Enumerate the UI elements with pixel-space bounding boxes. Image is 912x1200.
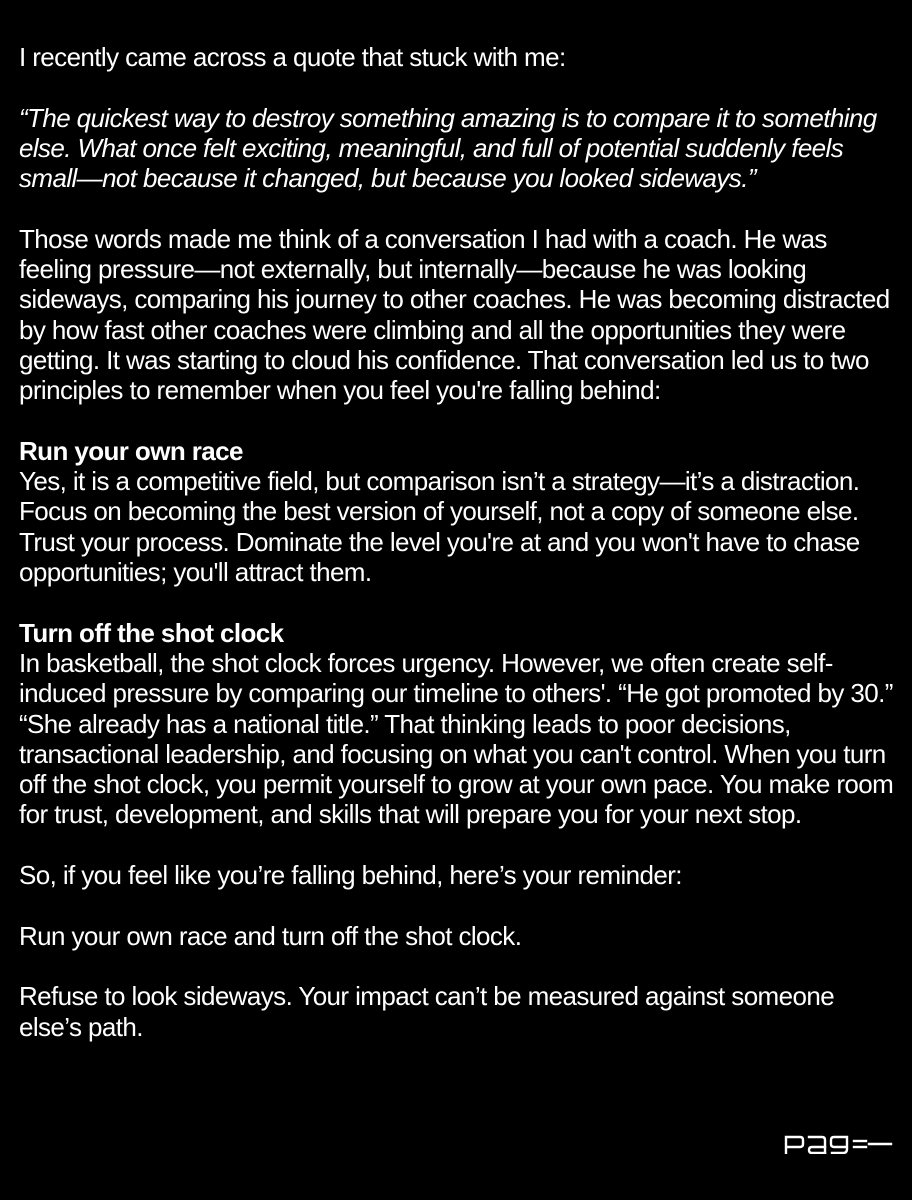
- principle-1-body: Yes, it is a competitive field, but comparison isn’t a strategy—it’s a distraction. Focus on becoming the best version of yourself, not a copy of someone else. Trust your process. Dominate the level you're at and you won't have to chase opportunities; you'll attract them.: [19, 466, 860, 588]
- reminder-paragraph: So, if you feel like you’re falling behind, here’s your reminder:: [19, 860, 682, 891]
- principle-1-heading: Run your own race: [19, 435, 243, 466]
- closing-paragraph: Refuse to look sideways. Your impact can’t be measured against someone else’s path.: [19, 981, 835, 1042]
- principle-2-body: In basketball, the shot clock forces urgency. However, we often create self-induced pressure by comparing our timeline to others'. “He got promoted by 30.” “She already has a national title.” That thinking leads to poor decisions, transactional leadership, and focusing on what you can't control. When you turn off the shot clock, you permit yourself to grow at your own pace. You make room for trust, development, and skills that will prepare you for your next stop.: [19, 647, 894, 830]
- brand-logo: [784, 1130, 894, 1154]
- summary-paragraph: Run your own race and turn off the shot clock.: [19, 920, 522, 951]
- principle-2-heading: Turn off the shot clock: [19, 617, 284, 648]
- intro-paragraph: I recently came across a quote that stuck with me:: [19, 42, 566, 72]
- post-text: [19, 42, 897, 1042]
- quote-paragraph: “The quickest way to destroy something amazing is to compare it to something else. What once felt exciting, meaningful, and full of potential suddenly feels small—not because it changed, but because you looked sideways.”: [19, 102, 877, 194]
- story-paragraph: Those words made me think of a conversation I had with a coach. He was feeling pressure—not externally, but internally—because he was looking sideways, comparing his journey to other coaches. He was becoming distracted by how fast other coaches were climbing and all the opportunities they were getting. It was starting to cloud his confidence. That conversation led us to two principles to remember when you feel you're falling behind:: [19, 223, 890, 406]
